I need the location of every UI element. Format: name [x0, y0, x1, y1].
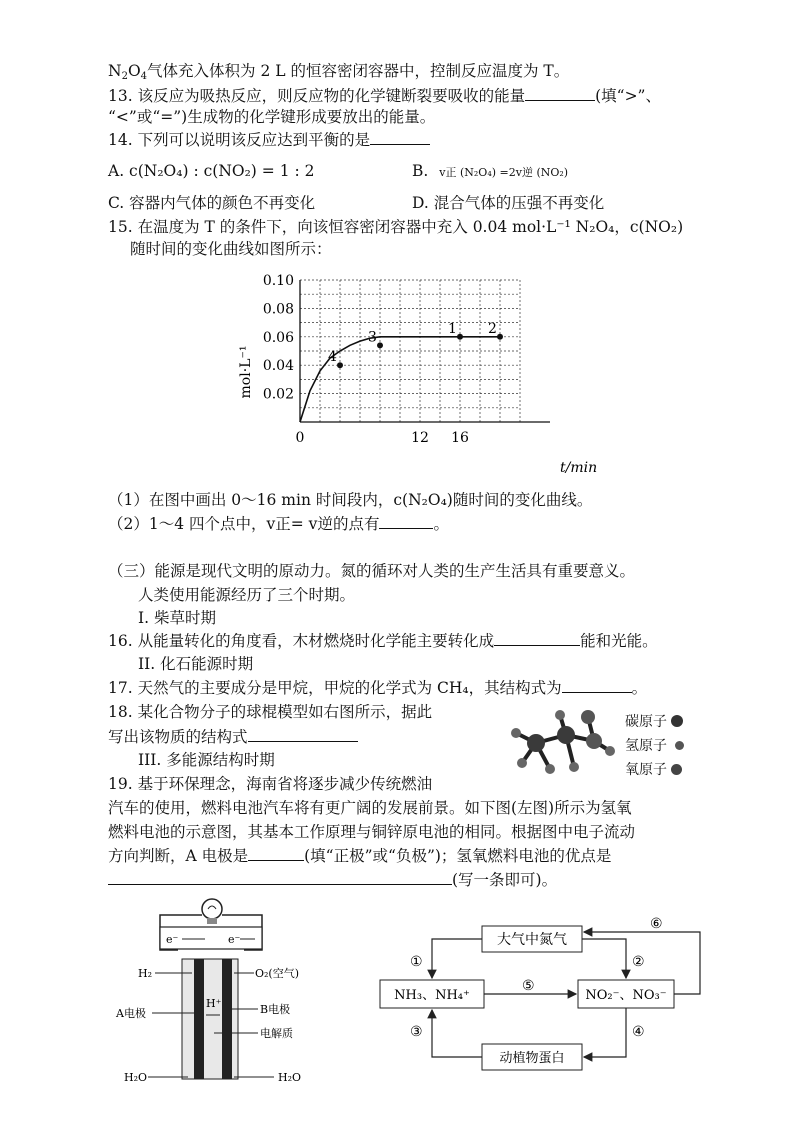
q14-text: 14. 下列可以说明该反应达到平衡的是 — [108, 131, 371, 149]
y-tick-label: 0.10 — [262, 273, 294, 289]
intro-line — [108, 61, 569, 87]
q19-text4a: 方向判断，A 电极是 — [108, 847, 249, 865]
q15-sub1 — [108, 490, 592, 510]
section3-heading2-text: 人类使用能源经历了三个时期。 — [138, 586, 356, 604]
q16-text: 16. 从能量转化的角度看，木材燃烧时化学能主要转化成 — [108, 632, 495, 650]
hydrogen-atom — [545, 764, 555, 774]
nitrogen-cycle-diagram — [370, 910, 710, 1080]
hydrogen-atom — [555, 710, 565, 720]
protein-label: 动植物蛋白 — [499, 1051, 565, 1066]
h2o-left-label: H₂O — [124, 1071, 148, 1084]
intro-text: 气体充入体积为 2 L 的恒容密闭容器中，控制反应温度为 T。 — [147, 62, 570, 80]
hydrogen-atom — [605, 746, 615, 756]
q14-opt-d — [412, 193, 604, 213]
y-axis-label: mol·L⁻¹ — [238, 345, 254, 399]
q18-blank[interactable] — [248, 727, 358, 742]
q14-opt-c — [108, 193, 315, 213]
point-label: 2 — [488, 320, 497, 337]
nitrite-label: NO₂⁻、NO₃⁻ — [585, 988, 667, 1003]
q13-fill-hint: (填“>”、 — [595, 87, 661, 105]
electron-left-label: e⁻ — [166, 933, 179, 946]
oxygen-legend-icon — [671, 764, 682, 775]
arrow-2 — [582, 939, 626, 978]
arrow-3 — [432, 1010, 482, 1057]
q14-opt-a — [108, 161, 315, 181]
opt-d-text: D. 混合气体的压强不再变化 — [412, 194, 605, 212]
q15-text1: 15. 在温度为 T 的条件下，向该恒容密闭容器中充入 0.04 mol·L⁻¹ N₂O₄，c(NO₂) — [108, 218, 684, 236]
q13-text: 13. 该反应为吸热反应，则反应物的化学键断裂要吸收的能量 — [108, 87, 526, 105]
period-3-text: III. 多能源结构时期 — [138, 751, 275, 769]
oxygen-atom — [586, 733, 602, 749]
legend-hydrogen — [625, 736, 684, 756]
q18-line2 — [108, 727, 358, 747]
q18-text2: 写出该物质的结构式 — [108, 728, 248, 746]
data-point — [377, 342, 383, 348]
q19-text3: 燃料电池的示意图，其基本工作原理与铜锌原电池的相同。根据图中电子流动 — [108, 823, 636, 841]
step-1-label: ① — [410, 954, 423, 970]
q18-line1 — [108, 702, 432, 722]
q19-blank-electrode[interactable] — [248, 846, 304, 861]
q17-text: 17. 天然气的主要成分是甲烷，甲烷的化学式为 CH₄，其结构式为 — [108, 679, 562, 697]
period-2 — [138, 654, 253, 674]
period-1-text: I. 柴草时期 — [138, 609, 216, 627]
opt-c-text: C. 容器内气体的颜色不再变化 — [108, 194, 316, 212]
h2o-right-label: H₂O — [278, 1071, 302, 1084]
section3-heading-text: （三）能源是现代文明的原动力。氮的循环对人类的生产生活具有重要意义。 — [108, 562, 636, 580]
q14-blank[interactable] — [370, 130, 430, 145]
legend-carbon-label: 碳原子 — [625, 714, 667, 730]
q16 — [108, 631, 658, 651]
opt-a-text: A. c(N₂O₄) : c(NO₂) = 1 : 2 — [108, 162, 315, 180]
q19-text2: 汽车的使用，燃料电池汽车将有更广阔的发展前景。如下图(左图)所示为氢氧 — [108, 799, 632, 817]
q13-blank[interactable] — [525, 86, 595, 101]
b-electrode-label: B电极 — [260, 1003, 291, 1016]
step-3-label: ③ — [410, 1024, 423, 1040]
q15-line2 — [130, 239, 332, 259]
electrolyte-label: 电解质 — [260, 1027, 293, 1040]
h2-label: H₂ — [138, 967, 153, 980]
carbon-atom — [557, 726, 575, 744]
hydrogen-legend-icon — [675, 741, 684, 750]
period-2-text: II. 化石能源时期 — [138, 655, 254, 673]
q13-text2: “<”或“=”)生成物的化学键形成要放出的能量。 — [108, 108, 436, 126]
opt-b-letter: B. — [412, 162, 429, 180]
concentration-chart — [220, 262, 610, 482]
q17 — [108, 678, 647, 698]
data-point — [497, 334, 503, 340]
step-5-label: ⑤ — [522, 978, 535, 994]
y-tick-label: 0.08 — [262, 301, 294, 318]
arrow-4 — [584, 1008, 626, 1057]
step-2-label: ② — [632, 954, 645, 970]
point-label: 4 — [328, 349, 337, 366]
q18-text1: 18. 某化合物分子的球棍模型如右图所示，据此 — [108, 703, 433, 721]
data-point — [337, 362, 343, 368]
ammonia-label: NH₃、NH₄⁺ — [394, 988, 470, 1003]
period-3 — [138, 750, 275, 770]
hydrogen-atom — [569, 762, 579, 772]
fuel-cell-diagram — [110, 895, 340, 1090]
q19-blank-advantage[interactable] — [108, 870, 452, 885]
point-label: 1 — [448, 320, 457, 337]
atmosphere-label: 大气中氮气 — [497, 932, 567, 948]
x-axis-label: t/min — [560, 460, 598, 476]
carbon-legend-icon — [671, 715, 683, 727]
q17-end: 。 — [631, 679, 648, 697]
q15-sub2-text: （2）1～4 四个点中，v正= v逆的点有 — [108, 515, 380, 533]
point-label: 3 — [368, 329, 377, 346]
q19-text4b: (填“正极”或“负极”)；氢氧燃料电池的优点是 — [304, 847, 612, 865]
hydrogen-atom — [517, 758, 527, 768]
hydrogen-atom — [511, 728, 521, 738]
legend-carbon — [625, 712, 683, 732]
q15-sub1-text: （1）在图中画出 0～16 min 时间段内，c(N₂O₄)随时间的变化曲线。 — [108, 491, 593, 509]
data-point — [457, 334, 463, 340]
opt-b-text: v正 (N₂O₄) =2v逆 (NO₂) — [439, 166, 569, 179]
period-1 — [138, 608, 216, 628]
formula-o: O — [127, 62, 141, 80]
h-plus-label: H⁺ — [206, 997, 222, 1010]
q19-line1 — [108, 774, 432, 794]
a-electrode-label: A电极 — [116, 1007, 146, 1020]
chart-points — [328, 321, 503, 368]
bulb-icon — [202, 899, 222, 924]
oxygen-atom — [581, 710, 595, 724]
o2-label: O₂(空气) — [255, 967, 300, 980]
y-tick-label: 0.04 — [262, 358, 294, 375]
step-6-label: ⑥ — [650, 916, 663, 932]
b-electrode-plate — [222, 959, 232, 1079]
x-tick-label: 0 — [295, 430, 305, 446]
step-4-label: ④ — [632, 1024, 645, 1040]
section3-heading2 — [138, 585, 355, 605]
formula-sub: 4 — [140, 71, 148, 82]
legend-oxygen-label: 氧原子 — [625, 762, 667, 778]
q14-opt-b — [412, 161, 568, 183]
q15-sub2-blank[interactable] — [379, 514, 433, 529]
chart-ticks — [263, 273, 469, 446]
formula-sub: 2 — [121, 71, 128, 82]
a-electrode-plate — [194, 959, 204, 1079]
q19-text5: (写一条即可)。 — [452, 871, 558, 889]
q15-line1 — [108, 217, 683, 237]
x-tick-label: 12 — [411, 430, 429, 446]
section3-heading — [108, 561, 635, 581]
q13-line2 — [108, 107, 435, 127]
q13-line1 — [108, 86, 661, 106]
y-tick-label: 0.02 — [262, 386, 294, 403]
q19-line2 — [108, 798, 632, 818]
q19-line5 — [108, 870, 557, 890]
q19-text1: 19. 基于环保理念，海南省将逐步减少传统燃油 — [108, 775, 433, 793]
q15-sub2 — [108, 514, 449, 534]
q15-text2: 随时间的变化曲线如图所示： — [130, 240, 332, 258]
q16-blank[interactable] — [494, 631, 580, 646]
arrow-1 — [432, 939, 482, 978]
q14-stem — [108, 130, 430, 150]
x-tick-label: 16 — [451, 430, 469, 446]
carbon-atom — [527, 734, 545, 752]
electron-right-label: e⁻ — [228, 933, 241, 946]
y-tick-label: 0.06 — [262, 329, 294, 346]
q19-line4 — [108, 846, 611, 866]
q15-sub2-end: 。 — [433, 515, 449, 533]
q19-line3 — [108, 822, 635, 842]
formula-n: N — [108, 62, 122, 80]
legend-hydrogen-label: 氢原子 — [625, 738, 667, 754]
legend-oxygen — [625, 760, 682, 780]
q17-blank[interactable] — [562, 678, 632, 693]
q16-end: 能和光能。 — [580, 632, 658, 650]
